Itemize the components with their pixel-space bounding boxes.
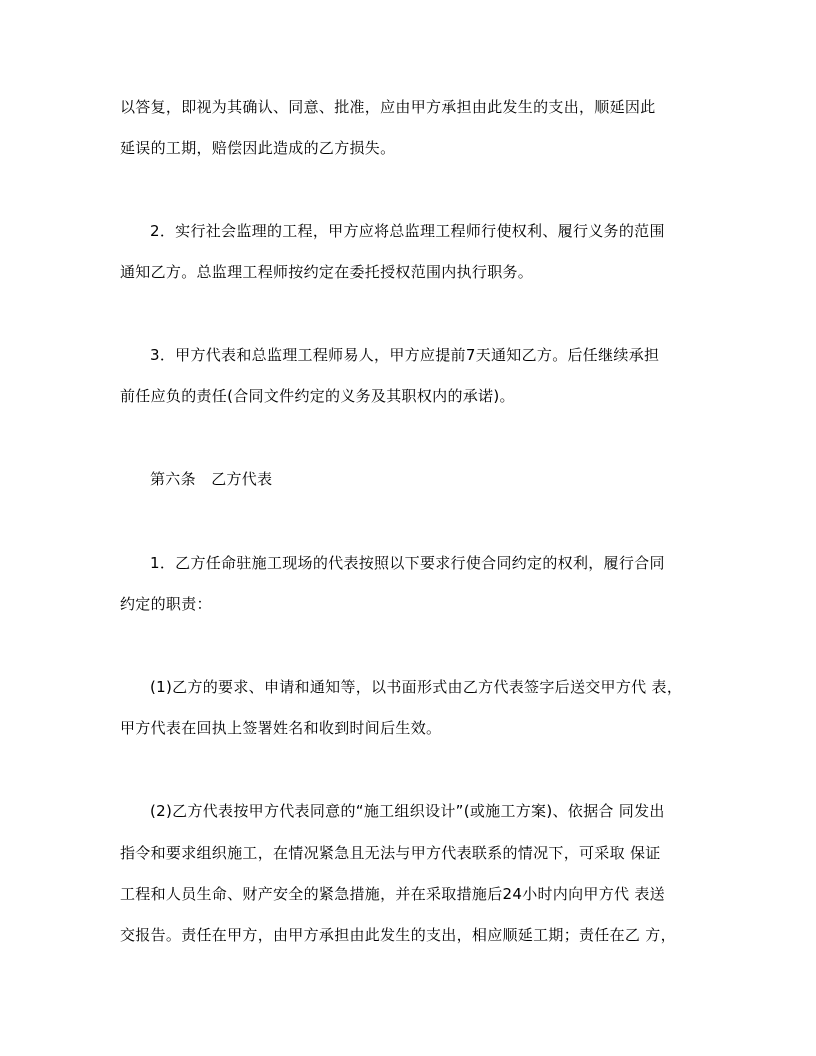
paragraph-first-line: 2．实行社会监理的工程，甲方应将总监理工程师行使权利、履行义务的范围 (150, 222, 665, 240)
text-line: 约定的职责： (120, 595, 212, 613)
text-line: 延误的工期，赔偿因此造成的乙方损失。 (120, 139, 396, 157)
paragraph-first-line: (1)乙方的要求、申请和通知等，以书面形式由乙方代表签字后送交甲方代 表， (150, 678, 683, 696)
paragraph-first-line: 3．甲方代表和总监理工程师易人，甲方应提前7天通知乙方。后任继续承担 (150, 346, 660, 364)
section-heading: 第六条 乙方代表 (150, 470, 273, 488)
text-line: 甲方代表在回执上签署姓名和收到时间后生效。 (120, 719, 442, 737)
paragraph-first-line: 1．乙方任命驻施工现场的代表按照以下要求行使合同约定的权利，履行合同 (150, 554, 665, 572)
text-line: 交报告。责任在甲方，由甲方承担由此发生的支出，相应顺延工期；责任在乙 方， (120, 926, 676, 944)
text-line: 前任应负的责任(合同文件约定的义务及其职权内的承诺)。 (120, 387, 515, 405)
text-line: 通知乙方。总监理工程师按约定在委托授权范围内执行职务。 (120, 263, 534, 281)
text-line: 工程和人员生命、财产安全的紧急措施，并在采取措施后24小时内向甲方代 表送 (120, 885, 665, 903)
text-line: 以答复，即视为其确认、同意、批准，应由甲方承担由此发生的支出，顺延因此 (120, 98, 656, 116)
paragraph-first-line: (2)乙方代表按甲方代表同意的“施工组织设计”(或施工方案)、依据合 同发出 (150, 802, 665, 820)
text-line: 指令和要求组织施工，在情况紧急且无法与甲方代表联系的情况下，可采取 保证 (120, 844, 661, 862)
